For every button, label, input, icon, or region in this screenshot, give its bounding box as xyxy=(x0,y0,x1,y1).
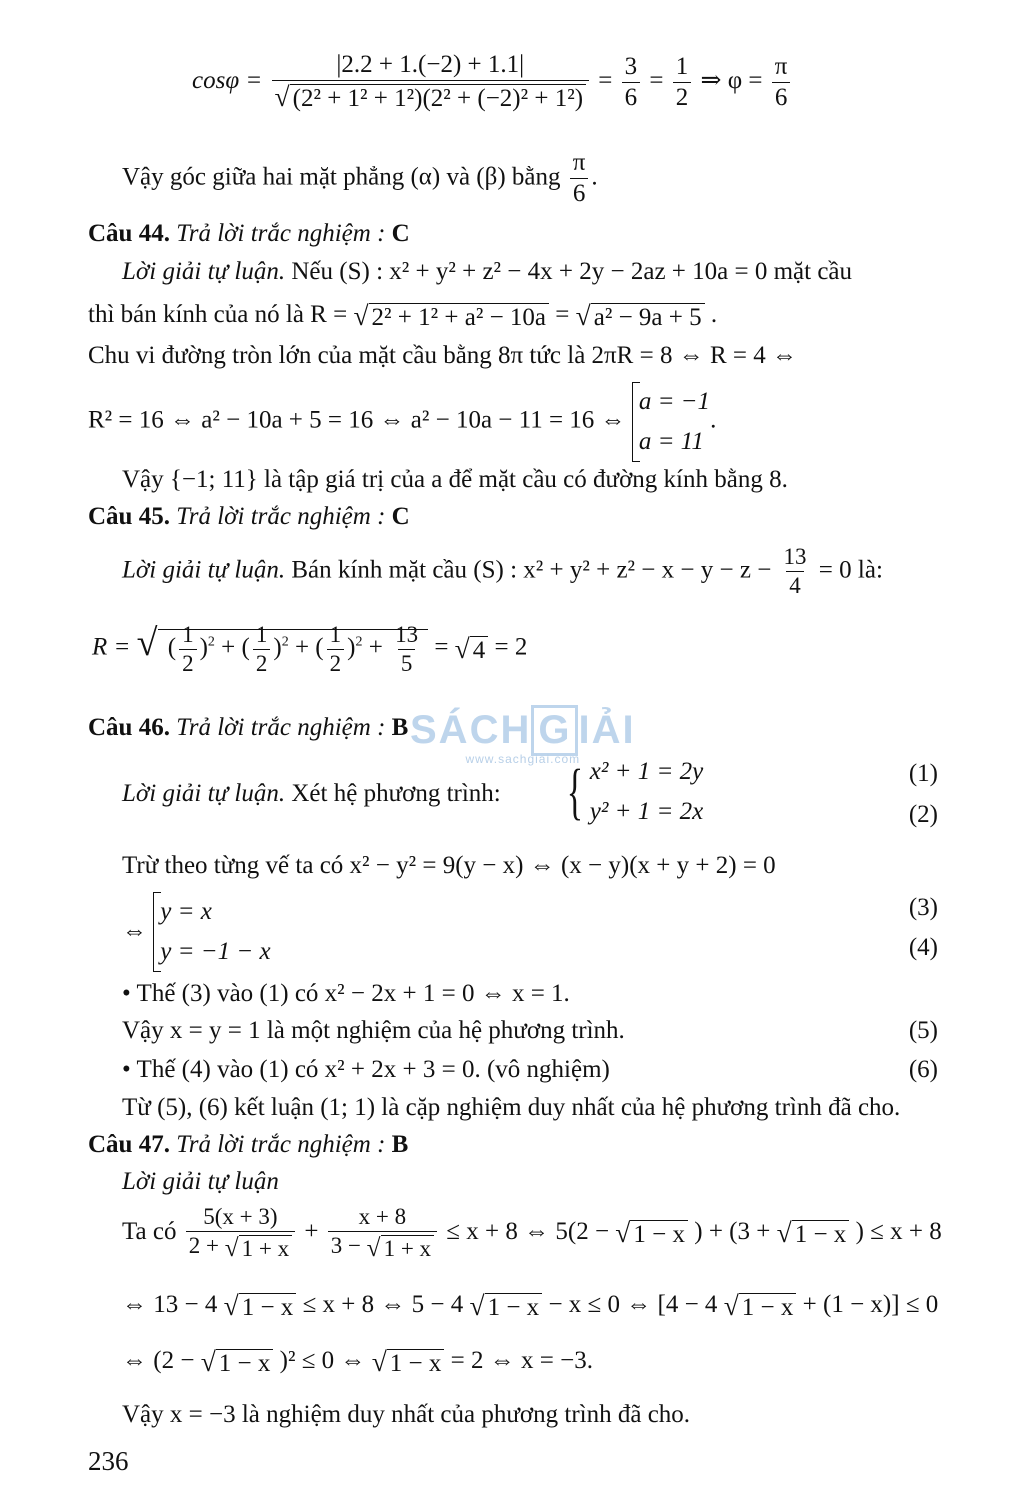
q46-subtract: Trừ theo từng vế ta có x² − y² = 9(y − x) ⇔ (x − y)(x + y + 2) = 0 xyxy=(122,852,776,879)
watermark-logo: SÁCH G IẢI www.sachgiai.com xyxy=(410,705,636,766)
page-number: 236 xyxy=(88,1446,129,1476)
q45-radius: R = √ ( $\frac{1}{2}$ )$^2$ + ( $\frac{1}{2}$ )$^2$ + ( $\frac{1}{2}$ )$^2$ + $\frac{13}{5}$ = √ 4 = 2 xyxy=(92,621,528,676)
q44-line1: Lời giải tự luận. Nếu (S) : x² + y² + z² − 4x + 2y − 2az + 10a = 0 mặt cầu xyxy=(122,258,853,285)
q45-heading: Câu 45. Trả lời trắc nghiệm : C xyxy=(88,503,410,530)
q46-heading: Câu 46. Trả lời trắc nghiệm : B xyxy=(88,714,409,741)
q46-tag1: (1) xyxy=(908,760,938,787)
q47-conclusion: Vậy x = −3 là nghiệm duy nhất của phương trình đã cho. xyxy=(122,1401,691,1428)
q44-line4: R² = 16 ⇔ a² − 10a + 5 = 16 ⇔ a² − 10a − 11 = 16 ⇔ a = −1 a = 11 . xyxy=(88,382,716,462)
q46-conclusion: Từ (5), (6) kết luận (1; 1) là cặp nghiệm duy nhất của hệ phương trình đã cho. xyxy=(122,1094,901,1121)
q46-line-v: Vậy x = y = 1 là một nghiệm của hệ phương trình. xyxy=(122,1017,625,1044)
q46-tag4: (4) xyxy=(908,934,938,961)
q47-line3: ⇔ (2 − √ 1 − x )² ≤ 0 ⇔ √ 1 − x = 2 ⇔ x = −3. xyxy=(122,1346,593,1377)
q46-bullet1: • Thế (3) vào (1) có x² − 2x + 1 = 0 ⇔ x = 1. xyxy=(122,980,570,1007)
q46-intro: Lời giải tự luận. Xét hệ phương trình: xyxy=(122,780,501,807)
q44-line2: thì bán kính của nó là R = √ 2² + 1² + a² − 10a = √ a² − 9a + 5 . xyxy=(88,300,718,331)
angle-conclusion: Vậy góc giữa hai mặt phẳng (α) và (β) bằng $\frac{\pi}{6}$ . xyxy=(122,149,598,208)
q44-conclusion: Vậy {−1; 11} là tập giá trị của a để mặt cầu có đường kính bằng 8. xyxy=(122,466,788,493)
q46-tag5: (5) xyxy=(908,1017,938,1044)
q44-line3: Chu vi đường tròn lớn của mặt cầu bằng 8π tức là 2πR = 8 ⇔ R = 4 ⇔ xyxy=(88,342,797,369)
q46-cases: ⇔ y = x y = −1 − x xyxy=(122,892,271,972)
q47-heading: Câu 47. Trả lời trắc nghiệm : B xyxy=(88,1131,409,1158)
q47-line2: ⇔ 13 − 4 √ 1 − x ≤ x + 8 ⇔ 5 − 4 √ 1 − x − x ≤ 0 ⇔ [4 − 4 √ 1 − x + (1 − x)] ≤ 0 xyxy=(122,1290,939,1321)
q46-system: { x² + 1 = 2y y² + 1 = 2x xyxy=(566,758,704,826)
q44-heading: Câu 44. Trả lời trắc nghiệm : C xyxy=(88,220,410,247)
cos-formula: cosφ = $\frac{|2.2 + 1.(-2) + 1.1|}{\text{√ (2² + 1² + 1²)(2² + (−2)² + 1²)}}$ = $\frac{3}{6}$ = $\frac{1}{2}$ ⇒ φ = $\frac{\pi}{6}$ xyxy=(192,52,793,113)
q45-line1: Lời giải tự luận. Bán kính mặt cầu (S) : x² + y² + z² − x − y − z − $\frac{13}{4}$ = 0 là: xyxy=(122,544,883,599)
q46-tag6: (6) xyxy=(908,1056,938,1083)
q46-tag3: (3) xyxy=(908,894,938,921)
q47-lead: Lời giải tự luận xyxy=(122,1168,279,1195)
q47-line1: Ta có $\frac{5(x + 3)}{2 + √ 1 + x}$ + $\frac{x + 8}{3 - √ 1 + x}$ ≤ x + 8 ⇔ 5(2 − √ 1 − x ) + (3 + √ 1 − x ) ≤ x + 8 xyxy=(122,1204,942,1262)
q46-bullet2: • Thế (4) vào (1) có x² + 2x + 3 = 0. (vô nghiệm) xyxy=(122,1056,610,1083)
watermark-url: www.sachgiai.com xyxy=(465,752,581,766)
q46-tag2: (2) xyxy=(908,801,938,828)
